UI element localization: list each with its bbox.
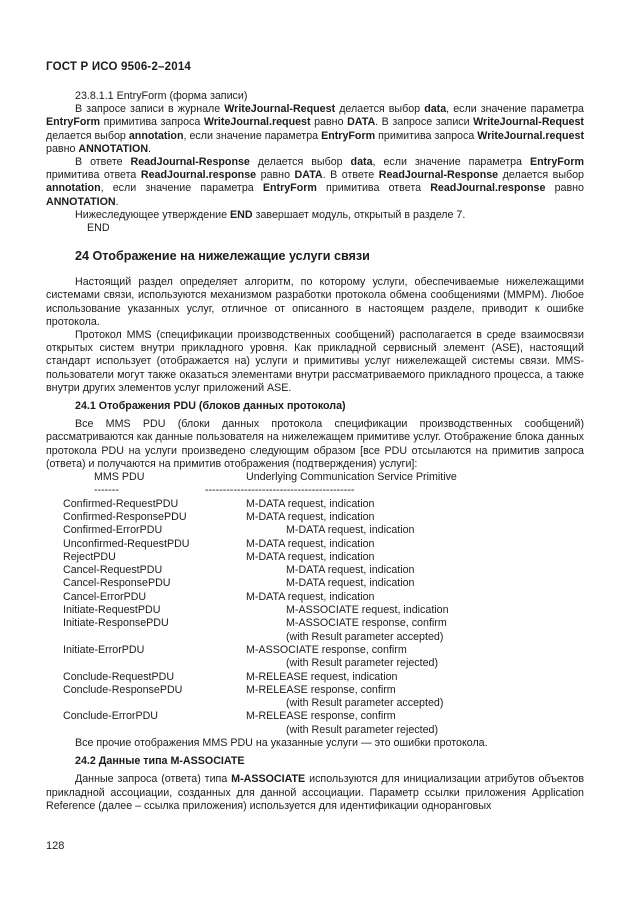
- column-header-primitive: Underlying Communication Service Primitive: [246, 471, 457, 484]
- mapping-rows: [46, 498, 584, 737]
- paragraph: Протокол MMS (спецификации производственных сообщений) располагается в среде взаимосвязи открытых систем внутри прикладного уровня. Как прикладной сервисный элемент (ASE), настоящий стандарт использует (отображается на) услуги и примитивы услуг нижележащей системы связи. MMS-пользователи могут также оказаться элементами внутри рассматриваемого прикладного процесса, а также внутри других элементов услуг приложений ASE.: [46, 329, 584, 394]
- paragraph: В ответе ReadJournal-Response делается выбор data, если значение параметра EntryForm примитива ответа ReadJournal.response равно DATA. В ответе ReadJournal-Response делается выбор annotation, если значение параметра EntryForm примитива ответа ReadJournal.response равно ANNOTATION.: [46, 156, 585, 208]
- service-primitive: M-DATA request, indication: [246, 537, 375, 550]
- service-primitive: M-DATA request, indication: [286, 577, 415, 590]
- pdu-name: Confirmed-RequestPDU: [63, 497, 179, 510]
- service-primitive: M-DATA request, indication: [246, 550, 375, 563]
- paragraph: Данные запроса (ответа) типа M-ASSOCIATE используются для инициализации атрибутов объектов прикладной ассоциации, созданных для данной ассоциации. Параметр ссылки приложения Application Reference (далее – ссылка приложения) используется для идентификации одноранговых: [46, 773, 584, 812]
- paragraph: Нижеследующее утверждение END завершает модуль, открытый в разделе 7.: [75, 208, 466, 221]
- mapping-row: [46, 617, 584, 630]
- service-primitive: M-ASSOCIATE request, indication: [286, 604, 449, 617]
- pdu-name: Confirmed-ResponsePDU: [63, 510, 187, 523]
- mapping-row: [46, 684, 584, 697]
- mapping-row: [46, 724, 584, 737]
- mapping-row: [46, 631, 584, 644]
- paragraph: Все MMS PDU (блоки данных протокола спецификации производственных сообщений) рассматриваются как данные пользователя на нижележащем примитиве услуг. Отображение блока данных протокола PDU на услуги произведено следующим образом [все PDU отсылаются на примитив запроса (ответа) и получаются на примитив отображения (подтверждения) услуги]:: [46, 418, 584, 470]
- service-primitive: M-RELEASE response, confirm: [246, 683, 396, 696]
- mapping-row: [46, 671, 584, 684]
- service-primitive: M-DATA request, indication: [286, 564, 415, 577]
- paragraph: Все прочие отображения MMS PDU на указанные услуги — это ошибки протокола.: [75, 737, 488, 750]
- mapping-row: [46, 604, 584, 617]
- pdu-name: Initiate-RequestPDU: [63, 604, 161, 617]
- pdu-name: Confirmed-ErrorPDU: [63, 524, 163, 537]
- mapping-row: [46, 524, 584, 537]
- service-primitive: M-ASSOCIATE response, confirm: [286, 617, 447, 630]
- subsection-heading: 24.1 Отображения PDU (блоков данных протокола): [75, 400, 346, 413]
- mapping-row: [46, 644, 584, 657]
- page-number: 128: [46, 840, 65, 852]
- mapping-row: [46, 577, 584, 590]
- service-primitive: M-DATA request, indication: [246, 590, 375, 603]
- service-primitive: M-ASSOCIATE response, confirm: [246, 643, 407, 656]
- pdu-name: RejectPDU: [63, 550, 116, 563]
- mapping-header-row: [46, 471, 584, 484]
- mapping-row: [46, 657, 584, 670]
- mapping-row: [46, 697, 584, 710]
- page-content: [46, 90, 584, 813]
- mapping-row: [46, 498, 584, 511]
- pdu-name: Conclude-ResponsePDU: [63, 683, 183, 696]
- paragraph: В запросе записи в журнале WriteJournal-Request делается выбор data, если значение параметра EntryForm примитива запроса WriteJournal.request равно DATA. В запросе записи WriteJournal-Request делается выбор annotation, если значение параметра EntryForm примитива запроса WriteJournal.request равно ANNOTATION.: [46, 103, 584, 155]
- page-header: ГОСТ Р ИСО 9506-2–2014: [46, 61, 192, 73]
- mapping-row: [46, 538, 584, 551]
- paragraph: Настоящий раздел определяет алгоритм, по которому услуги, обеспечиваемые нижележащими системами связи, используются механизмом разработки протокола обмена сообщениями (MMPM). Любое использование указанных услуг, отличное от описанного в настоящем разделе, приводит к ошибке протокола.: [46, 276, 584, 328]
- column-rule: ------------------------------------------: [205, 484, 355, 497]
- mapping-rule-row: [46, 484, 584, 497]
- mapping-row: [46, 591, 584, 604]
- service-primitive: M-DATA request, indication: [246, 510, 375, 523]
- service-primitive: (with Result parameter rejected): [286, 657, 439, 670]
- column-header-pdu: MMS PDU: [94, 471, 145, 484]
- service-primitive: M-RELEASE request, indication: [246, 670, 398, 683]
- mapping-row: [46, 551, 584, 564]
- pdu-name: Initiate-ResponsePDU: [63, 617, 169, 630]
- column-rule: -------: [94, 484, 119, 497]
- pdu-name: Conclude-ErrorPDU: [63, 710, 159, 723]
- pdu-name: Unconfirmed-RequestPDU: [63, 537, 190, 550]
- service-primitive: (with Result parameter accepted): [286, 630, 444, 643]
- pdu-name: Cancel-RequestPDU: [63, 564, 163, 577]
- service-primitive: (with Result parameter rejected): [286, 723, 439, 736]
- pdu-name: Cancel-ResponsePDU: [63, 577, 171, 590]
- end-statement: END: [87, 222, 110, 235]
- mapping-row: [46, 710, 584, 723]
- mapping-row: [46, 564, 584, 577]
- subsection-heading: 24.2 Данные типа M-ASSOCIATE: [75, 755, 245, 768]
- clause-heading-entryform: 23.8.1.1 EntryForm (форма записи): [75, 90, 248, 102]
- mapping-row: [46, 511, 584, 524]
- pdu-name: Initiate-ErrorPDU: [63, 643, 145, 656]
- service-primitive: M-DATA request, indication: [286, 524, 415, 537]
- service-primitive: M-DATA request, indication: [246, 497, 375, 510]
- pdu-mapping-table: [46, 471, 584, 737]
- service-primitive: M-RELEASE response, confirm: [246, 710, 396, 723]
- service-primitive: (with Result parameter accepted): [286, 697, 444, 710]
- pdu-name: Cancel-ErrorPDU: [63, 590, 147, 603]
- pdu-name: Conclude-RequestPDU: [63, 670, 175, 683]
- section-heading: 24 Отображение на нижележащие услуги связи: [75, 249, 370, 264]
